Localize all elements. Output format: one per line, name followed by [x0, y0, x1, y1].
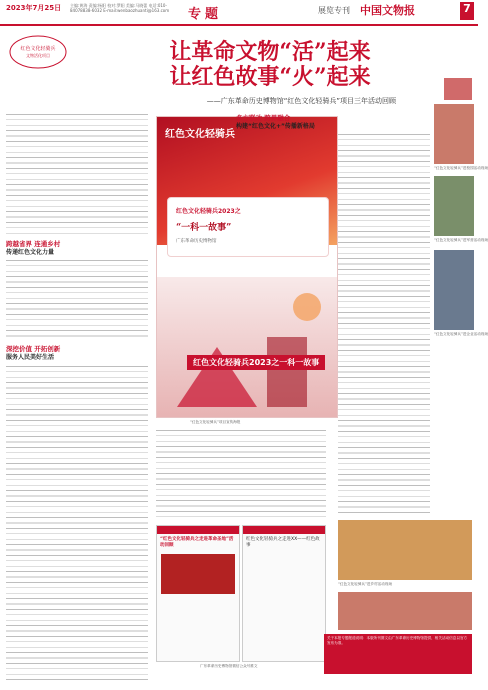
center-text: [156, 430, 326, 520]
left-section-1-text: [6, 260, 148, 338]
column-name: 展览专刊: [318, 6, 350, 15]
campaign-poster: [156, 116, 338, 418]
poster-card-title: “一科一故事”: [176, 223, 232, 233]
photo-school: [434, 104, 474, 164]
caption-village: “红色文化轻骑兵”进乡村活动现场: [338, 582, 393, 586]
poster-title: 红色文化轻骑兵: [165, 129, 235, 140]
caption-school: “红色文化轻骑兵”进校园活动现场: [434, 166, 488, 170]
logo-text-1: 红色文化轻骑兵: [20, 46, 56, 52]
caption-enterprise: “红色文化轻骑兵”进企业活动现场: [434, 332, 488, 336]
newspaper-brand: 中国文物报: [360, 4, 415, 17]
issue-date: 2023年7月25日: [6, 4, 62, 12]
section-label: 专题: [188, 7, 223, 22]
wechat-article-title: “红色文化轻骑兵之走进革命圣地”活动回顾: [160, 537, 234, 548]
headline-line-1: 让革命文物“活”起来: [169, 39, 371, 65]
photo-enterprise: [434, 250, 474, 330]
caption-poster: “红色文化轻骑兵”项目宣传海报: [190, 420, 241, 424]
project-logo: [8, 34, 68, 70]
photo-military: [434, 176, 474, 236]
editor-meta: 主编:黄海 责编:杨阳 校对:罗阳 美编:马晓蕾 电话:010-84078838-6032 E-mail:wenbaozhuanti@163.com: [70, 3, 170, 13]
logo-text-2: 文物活化项目: [26, 53, 50, 58]
page-number: 7: [460, 2, 474, 20]
section-heading-left-2: 深挖价值 开拓创新: [6, 345, 61, 353]
subheadline: ——广东革命历史博物馆“红色文化轻骑兵”项目三年活动回顾: [206, 97, 396, 105]
section-heading-left-1: 跨越省界 连通乡村: [6, 240, 61, 248]
poster-card-kicker: 红色文化轻骑兵2023之: [176, 208, 241, 215]
page-header: [0, 0, 478, 26]
section-heading-right-1: 多方联动 跨界融合: [236, 114, 291, 122]
top-right-photo: [444, 78, 472, 100]
headline-line-2: 让红色故事“火”起来: [169, 64, 371, 90]
notice-box: 关于本报专题报道说明：本版所刊图文由广东革命历史博物馆提供，相关活动信息以官方发布为准。: [324, 634, 472, 674]
poster-bottom-scene: [157, 277, 337, 417]
logo-emblem-icon: [8, 34, 68, 70]
wechat-article-image: [161, 554, 235, 594]
section-subheading-right-1: 构建“红色文化+”传播新格局: [236, 123, 315, 130]
left-section-2-text: [6, 366, 148, 684]
caption-military: “红色文化轻骑兵”进军营活动现场: [434, 238, 488, 242]
photo-village: [338, 520, 472, 580]
section-subheading-left-1: 传递红色文化力量: [6, 249, 55, 256]
poster-monument-icon: [157, 277, 337, 417]
photo-group: [338, 592, 472, 630]
poster-bottom-banner: 红色文化轻骑兵2023之一科一故事: [187, 355, 325, 370]
caption-wechat: 广东革命历史博物馆微信公众号推文: [200, 664, 258, 668]
wechat-article-subtitle: 红色文化轻骑兵之走进XX——红色故事: [246, 537, 320, 548]
wechat-article-screenshot-1: [156, 525, 240, 662]
left-intro-text: [6, 114, 148, 234]
poster-card-note: 广东革命历史博物馆: [176, 239, 217, 244]
poster-card: [167, 197, 329, 257]
wechat-article-screenshot-2: [242, 525, 326, 662]
section-subheading-left-2: 服务人民美好生活: [6, 354, 55, 361]
right-section-text: [338, 134, 430, 514]
main-headline: [130, 40, 410, 90]
